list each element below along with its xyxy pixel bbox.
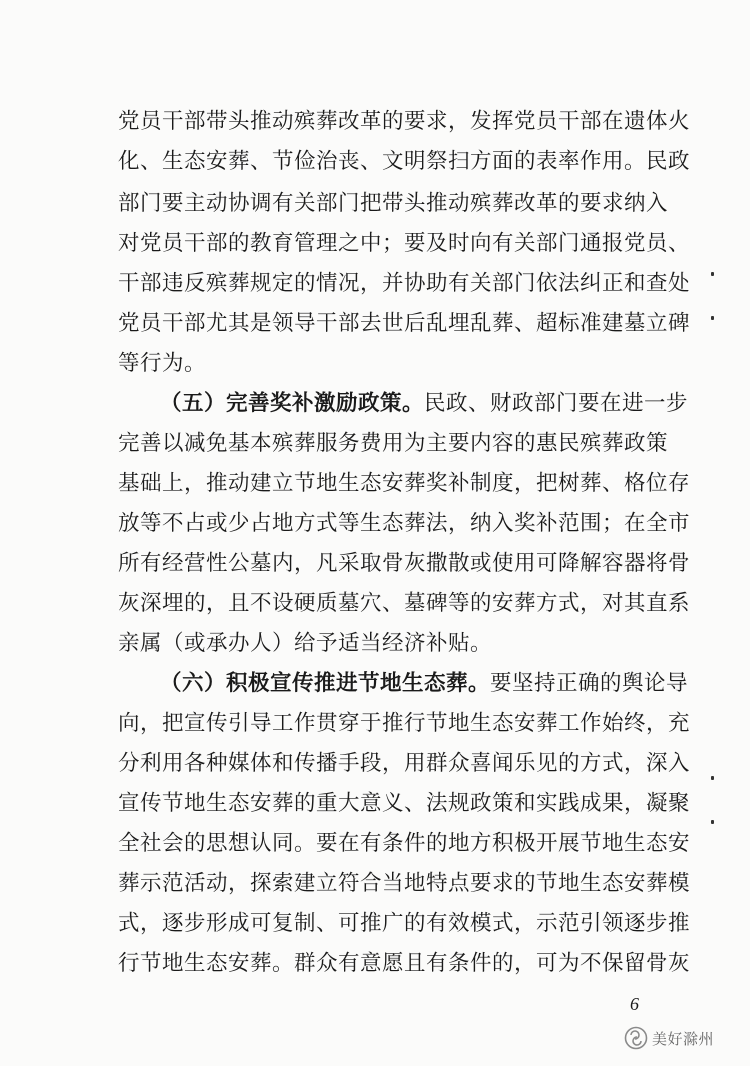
section-heading-line: [160, 664, 689, 704]
text-line: [118, 784, 691, 824]
scan-speck: [711, 776, 714, 780]
text-segment: 部门要主动协调有关部门把带头推动殡葬改革的要求纳入: [118, 191, 669, 216]
text-segment: 所有经营性公墓内，凡采取骨灰撒散或使用可降解容器将骨: [118, 551, 691, 576]
text-line: [118, 224, 691, 264]
text-segment: 宣传节地生态安葬的重大意义、法规政策和实践成果，凝聚: [118, 791, 691, 816]
watermark-text: 美好滁州: [652, 1029, 715, 1048]
text-segment: 灰深埋的，且不设硬质墓穴、墓碑等的安葬方式，对其直系: [118, 591, 691, 616]
text-segment: 向，把宣传引导工作贯穿于推行节地生态安葬工作始终，充: [118, 711, 691, 736]
watermark: [624, 1020, 714, 1056]
text-line: [118, 904, 691, 944]
text-line: [118, 704, 691, 744]
text-segment: 干部违反殡葬规定的情况，并协助有关部门依法纠正和查处: [118, 271, 691, 296]
text-line: [118, 864, 691, 904]
page-number: 6: [630, 994, 639, 1014]
text-line: [118, 344, 658, 384]
text-segment: 要坚持正确的舆论导: [490, 671, 689, 696]
text-line: [118, 744, 691, 784]
section-heading: （六）积极宣传推进节地生态葬。: [160, 671, 491, 696]
text-line: [118, 264, 691, 304]
text-line: [118, 424, 669, 464]
text-line: [118, 944, 691, 984]
text-segment: 民政、财政部门要在进一步: [424, 391, 689, 416]
text-line: [118, 464, 691, 504]
scan-speck: [711, 820, 714, 824]
text-line: [118, 584, 691, 624]
text-line: [118, 824, 691, 864]
text-segment: 放等不占或少占地方式等生态葬法，纳入奖补范围；在全市: [118, 511, 691, 536]
section-heading-line: [160, 384, 689, 424]
text-line: [118, 624, 658, 664]
text-line: [118, 142, 691, 182]
text-segment: 党员干部带头推动殡葬改革的要求，发挥党员干部在遗体火: [118, 109, 691, 134]
section-heading: （五）完善奖补激励政策。: [160, 391, 425, 416]
text-segment: 等行为。: [118, 351, 207, 376]
text-line: [118, 504, 691, 544]
wechat-channel-icon: [624, 1026, 648, 1050]
text-line: [118, 102, 691, 142]
text-segment: 式，逐步形成可复制、可推广的有效模式，示范引领逐步推: [118, 911, 691, 936]
text-segment: 全社会的思想认同。要在有条件的地方积极开展节地生态安: [118, 831, 691, 856]
text-segment: 亲属（或承办人）给予适当经济补贴。: [118, 631, 493, 656]
text-segment: 基础上，推动建立节地生态安葬奖补制度，把树葬、格位存: [118, 471, 691, 496]
text-segment: 化、生态安葬、节俭治丧、文明祭扫方面的表率作用。民政: [118, 149, 691, 174]
scan-speck: [711, 316, 714, 320]
text-line: [118, 184, 669, 224]
text-segment: 葬示范活动，探索建立符合当地特点要求的节地生态安葬模: [118, 871, 691, 896]
text-segment: 完善以减免基本殡葬服务费用为主要内容的惠民殡葬政策: [118, 431, 669, 456]
scan-speck: [711, 272, 714, 276]
text-segment: 对党员干部的教育管理之中；要及时向有关部门通报党员、: [118, 231, 691, 256]
text-line: [118, 544, 691, 584]
text-segment: 行节地生态安葬。群众有意愿且有条件的，可为不保留骨灰: [118, 951, 691, 976]
text-segment: 党员干部尤其是领导干部去世后乱埋乱葬、超标准建墓立碑: [118, 311, 691, 336]
text-line: [118, 304, 691, 344]
text-segment: 分利用各种媒体和传播手段，用群众喜闻乐见的方式，深入: [118, 751, 691, 776]
